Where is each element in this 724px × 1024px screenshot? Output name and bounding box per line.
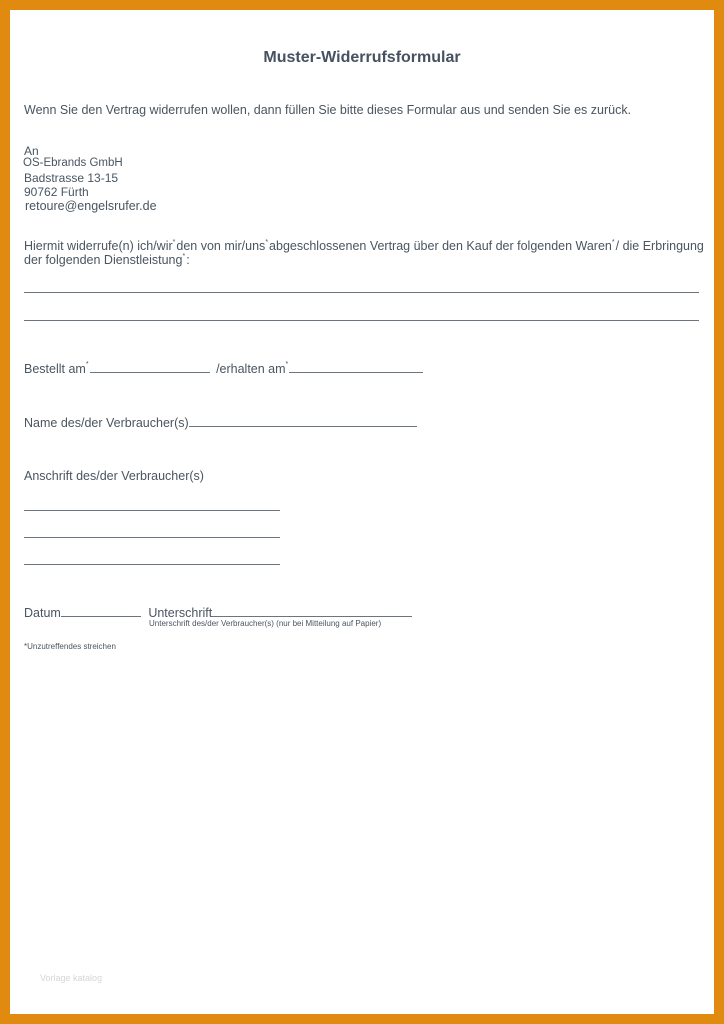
declaration-part-1: Hiermit widerrufe(n) ich/wir (24, 239, 173, 253)
goods-line-1[interactable] (24, 292, 699, 293)
address-city: 90762 Fürth (24, 185, 89, 199)
signature-label: Unterschrift (148, 606, 213, 620)
asterisk-mark: * (172, 239, 176, 246)
address-company: OS-Ebrands GmbH (23, 157, 123, 169)
signature-note: Unterschrift des/der Verbraucher(s) (nur bei Mitteilung auf Papier) (149, 619, 382, 628)
received-date-field[interactable] (289, 361, 423, 373)
asterisk-mark: * (265, 239, 269, 246)
order-dates-row (24, 361, 423, 376)
asterisk-mark: * (285, 361, 289, 368)
signature-field[interactable] (212, 605, 412, 617)
declaration-part-3: abgeschlossenen Vertrag über den Kauf der folgenden Waren (269, 239, 612, 253)
address-email: retoure@engelsrufer.de (25, 199, 157, 213)
declaration-part-4: / die Erbringung der folgenden Dienstleistung (24, 239, 704, 267)
date-label: Datum (24, 606, 61, 620)
document-title: Muster-Widerrufsformular (263, 49, 461, 66)
goods-line-2[interactable] (24, 320, 699, 321)
asterisk-mark: * (182, 253, 186, 260)
intro-text: Wenn Sie den Vertrag widerrufen wollen, dann füllen Sie bitte dieses Formular aus und senden Sie es zurück. (24, 103, 632, 117)
asterisk-mark: * (611, 239, 615, 246)
date-field[interactable] (61, 605, 141, 617)
consumer-address-line-3[interactable] (24, 564, 280, 565)
consumer-address-label: Anschrift des/der Verbraucher(s) (24, 469, 204, 483)
declaration-part-2: den von mir/uns (176, 239, 266, 253)
asterisk-mark: * (85, 361, 89, 368)
declaration-part-5: : (186, 253, 190, 267)
consumer-name-label: Name des/der Verbraucher(s) (24, 416, 189, 430)
footnote: *Unzutreffendes streichen (24, 642, 116, 651)
ordered-label: Bestellt am (24, 362, 86, 376)
address-to: An (24, 144, 39, 158)
watermark: Vorlage katalog (40, 973, 103, 983)
received-label: /erhalten am (216, 362, 286, 376)
consumer-name-row (24, 415, 417, 430)
date-signature-row (24, 605, 412, 620)
ordered-date-field[interactable] (90, 361, 210, 373)
consumer-address-line-2[interactable] (24, 537, 280, 538)
address-street: Badstrasse 13-15 (24, 171, 119, 185)
consumer-address-line-1[interactable] (24, 510, 280, 511)
consumer-name-field[interactable] (189, 415, 417, 427)
declaration-text (24, 239, 704, 267)
